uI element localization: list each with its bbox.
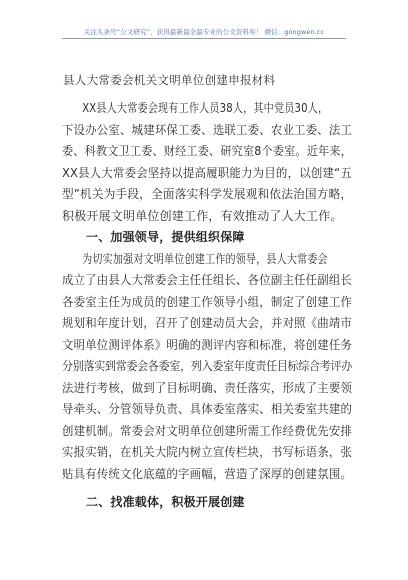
section-gap bbox=[62, 485, 352, 492]
section1-line: 各委室主任为成员的创建工作领导小组，制定了创建工作 bbox=[62, 294, 353, 309]
intro-line: 型”机关为手段，全面落实科学发展观和依法治国方略， bbox=[62, 187, 353, 201]
section1-line: 分别落实到常委会各委室，列入委室年度责任目标综合考评办 bbox=[62, 359, 353, 373]
intro-line: 下设办公室、城建环保工委、选联工委、农业工委、法工 bbox=[62, 122, 353, 137]
document-title: 县人大常委会机关文明单位创建申报材料 bbox=[63, 73, 276, 87]
section1-line: 贴具有传统文化底蕴的字画幅，营造了深厚的创建氛围。 bbox=[62, 466, 353, 481]
intro-line: XX县人大常委会现有工作人员38人，其中党员30人， bbox=[82, 101, 329, 115]
intro-line: 积极开展文明单位创建工作，有效推动了人大工作。 bbox=[62, 208, 343, 223]
section1-line: 实报实销，在机关大院内树立宣传栏块，书写标语条，张 bbox=[62, 445, 353, 459]
section1-line: 文明单位测评体系》明确的测评内容和标准，将创建任务 bbox=[62, 337, 353, 352]
section1-line: 导牵头、分管领导负责、具体委室落实、相关委室共建的 bbox=[62, 402, 353, 416]
header-divider bbox=[62, 38, 346, 39]
section1-line: 为切实加强对文明单位创建工作的领导，县人大常委会 bbox=[82, 251, 328, 266]
section1-line: 法进行考核，做到了目标明确、责任落实，形成了主要领 bbox=[62, 380, 353, 395]
section1-line: 规划和年度计划，召开了创建动员大会，并对照《曲靖市 bbox=[62, 316, 353, 330]
section1-paragraph bbox=[62, 249, 352, 486]
section-heading-1: 一、加强领导，提供组织保障 bbox=[86, 230, 245, 244]
document-body bbox=[62, 98, 352, 514]
header-note: 关注头条号“公文研究”，获得最新最全最专业的公文资料库！ 微信：gongwen.cc bbox=[83, 28, 325, 36]
intro-paragraph bbox=[62, 98, 352, 227]
intro-line: XX县人大常委会坚持以提高履职能力为目的，以创建“五 bbox=[62, 165, 352, 180]
section1-line: 成立了由县人大常委会主任任组长、各位副主任任副组长 bbox=[62, 273, 353, 287]
section1-line: 创建机制。常委会对文明单位创建所需工作经费优先安排 bbox=[62, 423, 353, 438]
intro-line: 委、科教文卫工委、财经工委、研究室8个委室。近年来， bbox=[62, 144, 353, 158]
section-heading-2: 二、找准载体，积极开展创建 bbox=[86, 495, 245, 509]
